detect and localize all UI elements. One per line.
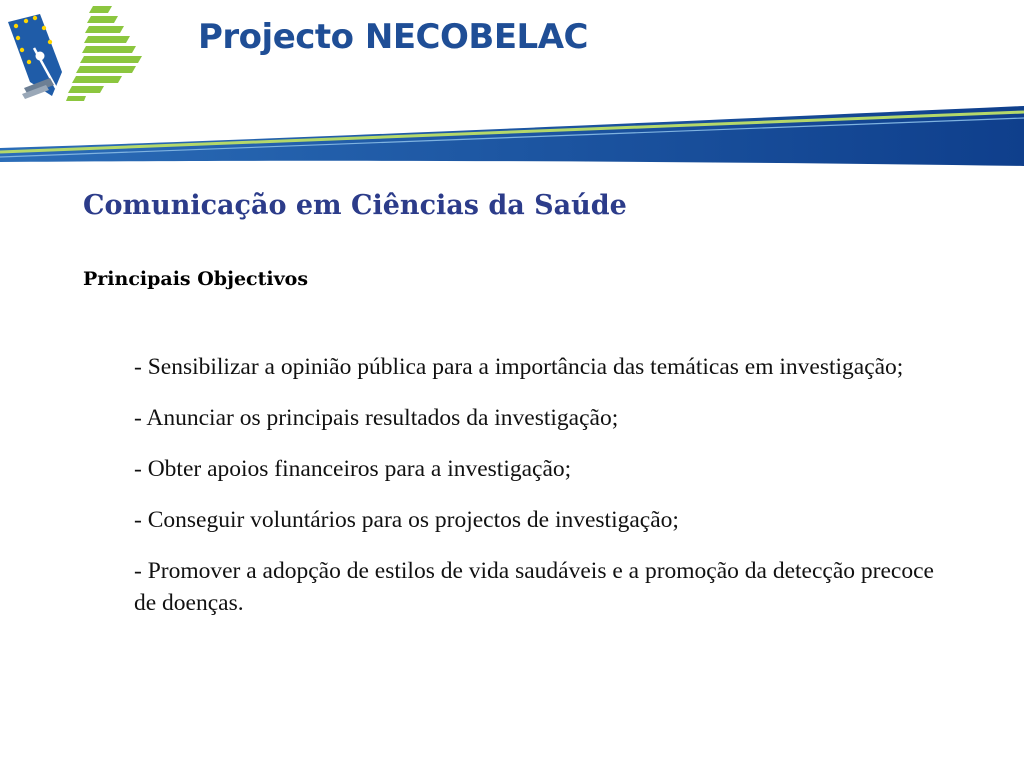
- objective-item: - Promover a adopção de estilos de vida saudáveis e a promoção da detecção precoce de doenças.: [134, 558, 934, 616]
- brand-title: Projecto NECOBELAC: [198, 17, 588, 57]
- objective-item: - Conseguir voluntários para os projectos de investigação;: [134, 507, 679, 533]
- objectives-list: [134, 351, 954, 638]
- pen-nib-flag-logo-icon: [0, 0, 160, 104]
- header-band: [0, 100, 1024, 170]
- slide-title: Comunicação em Ciências da Saúde: [83, 190, 627, 221]
- section-subtitle: Principais Objectivos: [83, 268, 309, 290]
- objective-item: - Sensibilizar a opinião pública para a importância das temáticas em investigação;: [134, 354, 904, 380]
- objective-item: - Obter apoios financeiros para a investigação;: [134, 456, 572, 482]
- objective-item: - Anunciar os principais resultados da investigação;: [134, 405, 619, 431]
- header: [0, 0, 1024, 170]
